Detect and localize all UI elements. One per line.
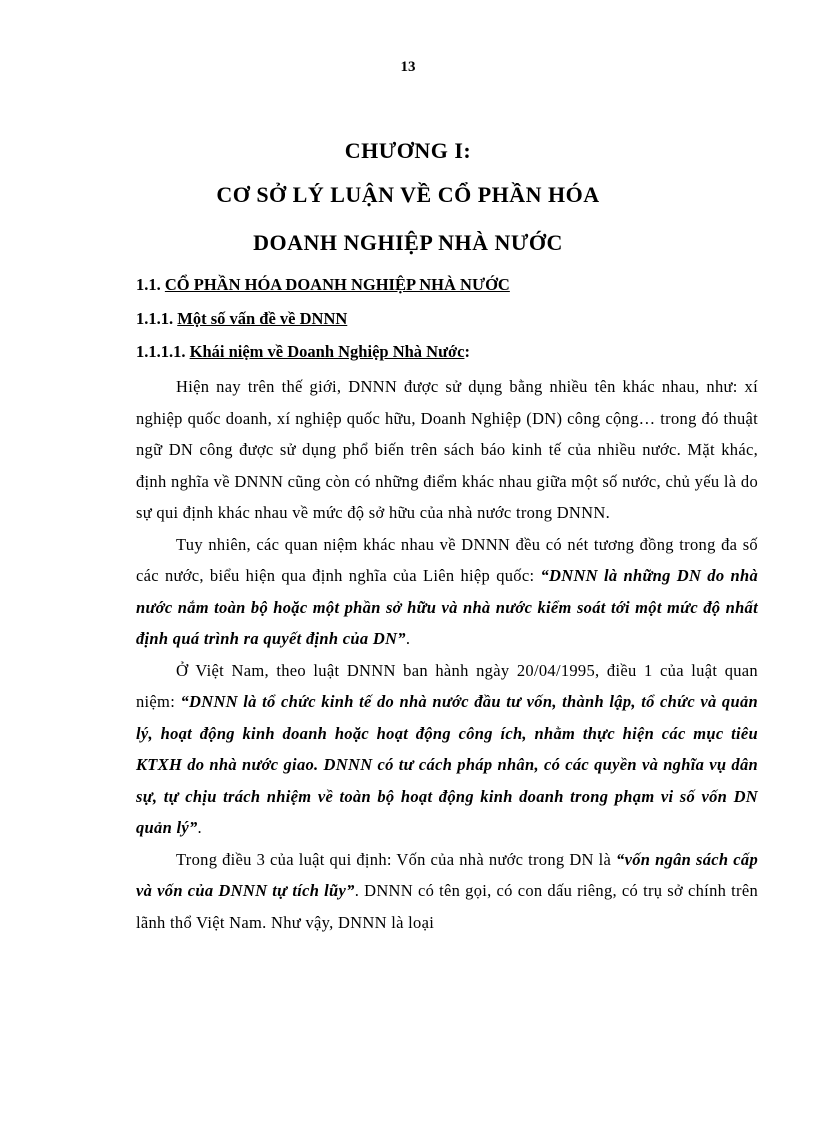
- paragraph-text: .: [197, 818, 202, 837]
- chapter-title-line-2: DOANH NGHIỆP NHÀ NƯỚC: [253, 230, 563, 255]
- section-number: 1.1.1.: [136, 309, 174, 328]
- paragraph-1: Hiện nay trên thế giới, DNNN được sử dụng bằng nhiều tên khác nhau, như: xí nghiệp quốc doanh, xí nghiệp quốc hữu, Doanh Nghiệp (DN) công cộng… trong đó thuật ngữ DN công được sử dụng phổ biến trên sách báo kinh tế của nhiều nước. Mặt khác, định nghĩa về DNNN cũng còn có những điểm khác nhau giữa một số nước, chủ yếu là do sự qui định khác nhau về mức độ sở hữu của nhà nước trong DNNN.: [136, 377, 758, 522]
- paragraph-text: Trong điều 3 của luật qui định: Vốn của nhà nước trong DN là: [176, 849, 617, 869]
- section-heading-1-1-1: [136, 309, 347, 329]
- capital-definition-quote: “vốn ngân sách cấp và vốn của DNNN tự tích lũy”: [136, 849, 758, 900]
- body-text: [136, 371, 758, 938]
- section-heading-1-1: [136, 275, 510, 295]
- page-number: 13: [400, 59, 416, 75]
- section-heading-1-1-1-1: [136, 342, 470, 362]
- paragraph-text: Ở Việt Nam, theo luật DNNN ban hành ngày 20/04/1995, điều 1 của luật quan niệm:: [136, 660, 758, 711]
- section-title: Một số vấn đề về DNNN: [177, 309, 348, 328]
- paragraph-2: [136, 529, 758, 655]
- section-suffix: :: [464, 342, 470, 361]
- section-number: 1.1.: [136, 275, 161, 294]
- un-definition-quote: “DNNN là những DN do nhà nước nắm toàn bộ hoặc một phần sở hữu và nhà nước kiểm soát tới một mức độ nhất định quá trình ra quyết định của DN”: [136, 566, 759, 648]
- paragraph-3: [136, 655, 758, 844]
- vietnam-law-quote: “DNNN là tổ chức kinh tế do nhà nước đầu tư vốn, thành lập, tổ chức và quản lý, hoạt động kinh doanh hoặc hoạt động công ích, nhằm thực hiện các mục tiêu KTXH do nhà nước giao. DNNN có tư cách pháp nhân, có các quyền và nghĩa vụ dân sự, tự chịu trách nhiệm về toàn bộ hoạt động kinh doanh trong phạm vi số vốn DN quản lý”: [136, 692, 758, 837]
- paragraph-text: Tuy nhiên, các quan niệm khác nhau về DNNN đều có nét tương đồng trong đa số các nước, biểu hiện qua định nghĩa của Liên hiệp quốc:: [136, 534, 758, 585]
- section-number: 1.1.1.1.: [136, 342, 186, 361]
- paragraph-text: . DNNN có tên gọi, có con dấu riêng, có trụ sở chính trên lãnh thổ Việt Nam. Như vậy, DNNN là loại: [136, 881, 759, 932]
- chapter-label: CHƯƠNG I:: [344, 138, 472, 163]
- chapter-title-line-1: CƠ SỞ LÝ LUẬN VỀ CỔ PHẦN HÓA: [216, 182, 600, 207]
- paragraph-4: [136, 844, 758, 939]
- section-title: Khái niệm về Doanh Nghiệp Nhà Nước: [189, 342, 465, 361]
- section-title: CỔ PHẦN HÓA DOANH NGHIỆP NHÀ NƯỚC: [164, 275, 510, 294]
- paragraph-text: .: [405, 629, 411, 648]
